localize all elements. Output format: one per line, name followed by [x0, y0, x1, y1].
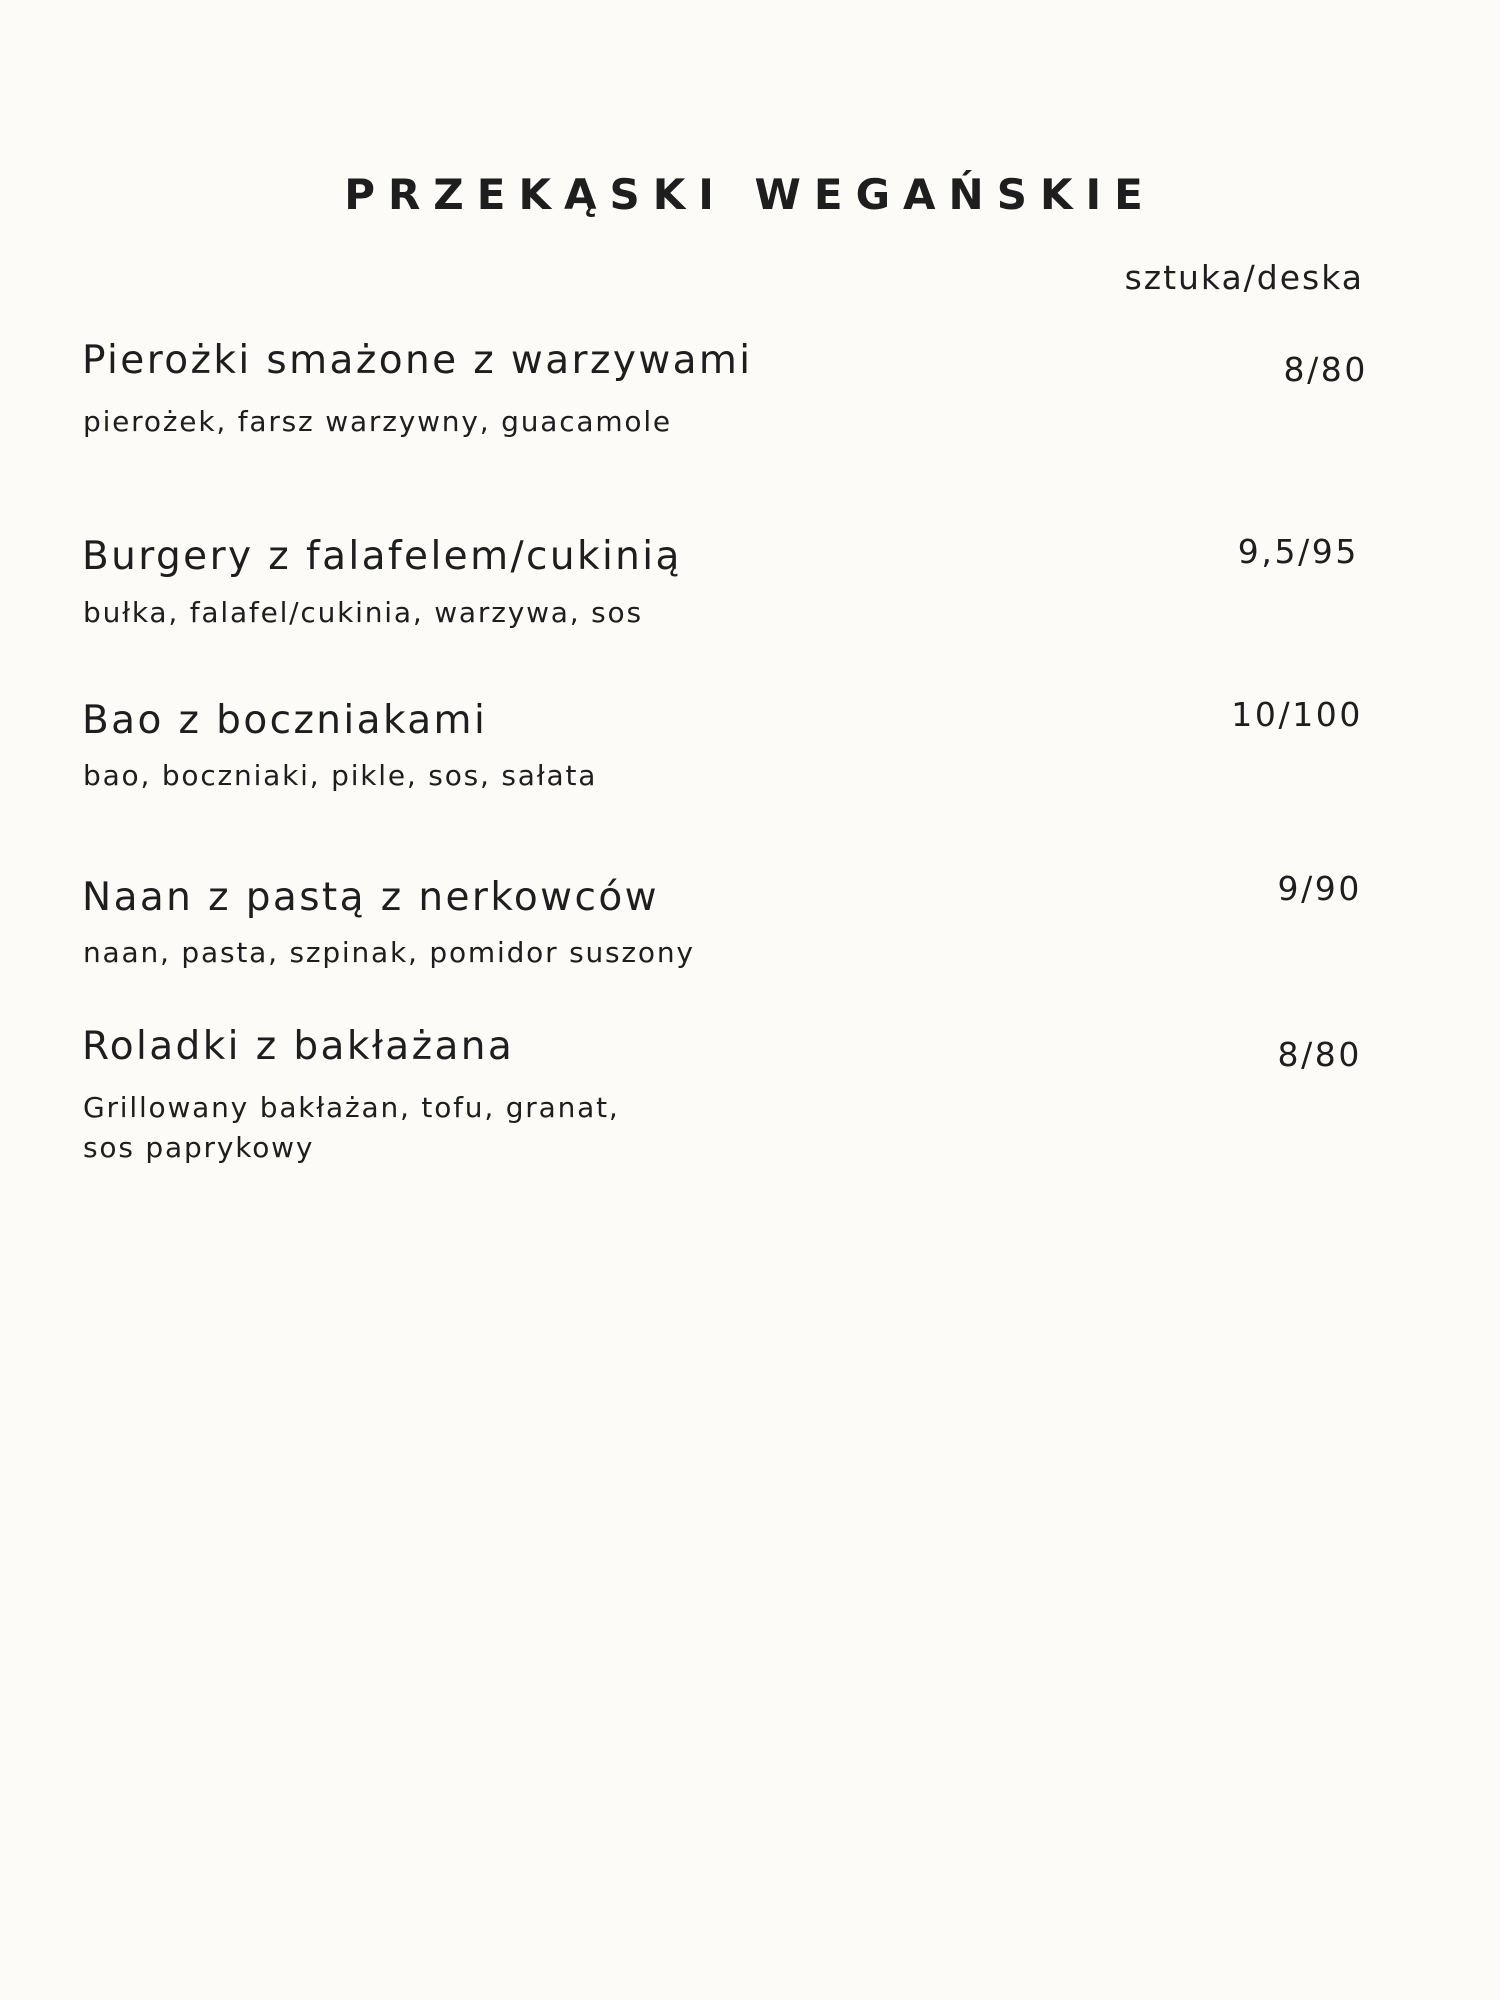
menu-item-description-line: Grillowany bakłażan, tofu, granat, — [83, 1091, 620, 1124]
menu-item-description: bao, boczniaki, pikle, sos, sałata — [83, 759, 598, 792]
price-unit-label: sztuka/deska — [1124, 258, 1364, 297]
menu-item-price: 8/80 — [1283, 350, 1368, 389]
menu-item-name: Pierożki smażone z warzywami — [82, 338, 753, 383]
menu-item-price: 10/100 — [1231, 695, 1363, 734]
menu-item-description-line: sos paprykowy — [83, 1131, 315, 1164]
menu-item-price: 8/80 — [1277, 1035, 1362, 1074]
menu-item-description: naan, pasta, szpinak, pomidor suszony — [83, 936, 695, 969]
menu-item-price: 9/90 — [1277, 869, 1362, 908]
menu-item-price: 9,5/95 — [1237, 532, 1359, 571]
menu-item-description: pierożek, farsz warzywny, guacamole — [83, 405, 672, 438]
menu-item-name: Burgery z falafelem/cukinią — [82, 534, 682, 579]
menu-item-name: Roladki z bakłażana — [82, 1024, 515, 1069]
menu-item-name: Bao z boczniakami — [82, 698, 488, 743]
menu-item-name: Naan z pastą z nerkowców — [82, 875, 659, 920]
menu-item-description: bułka, falafel/cukinia, warzywa, sos — [83, 596, 643, 629]
menu-title: PRZEKĄSKI WEGAŃSKIE — [344, 170, 1156, 219]
